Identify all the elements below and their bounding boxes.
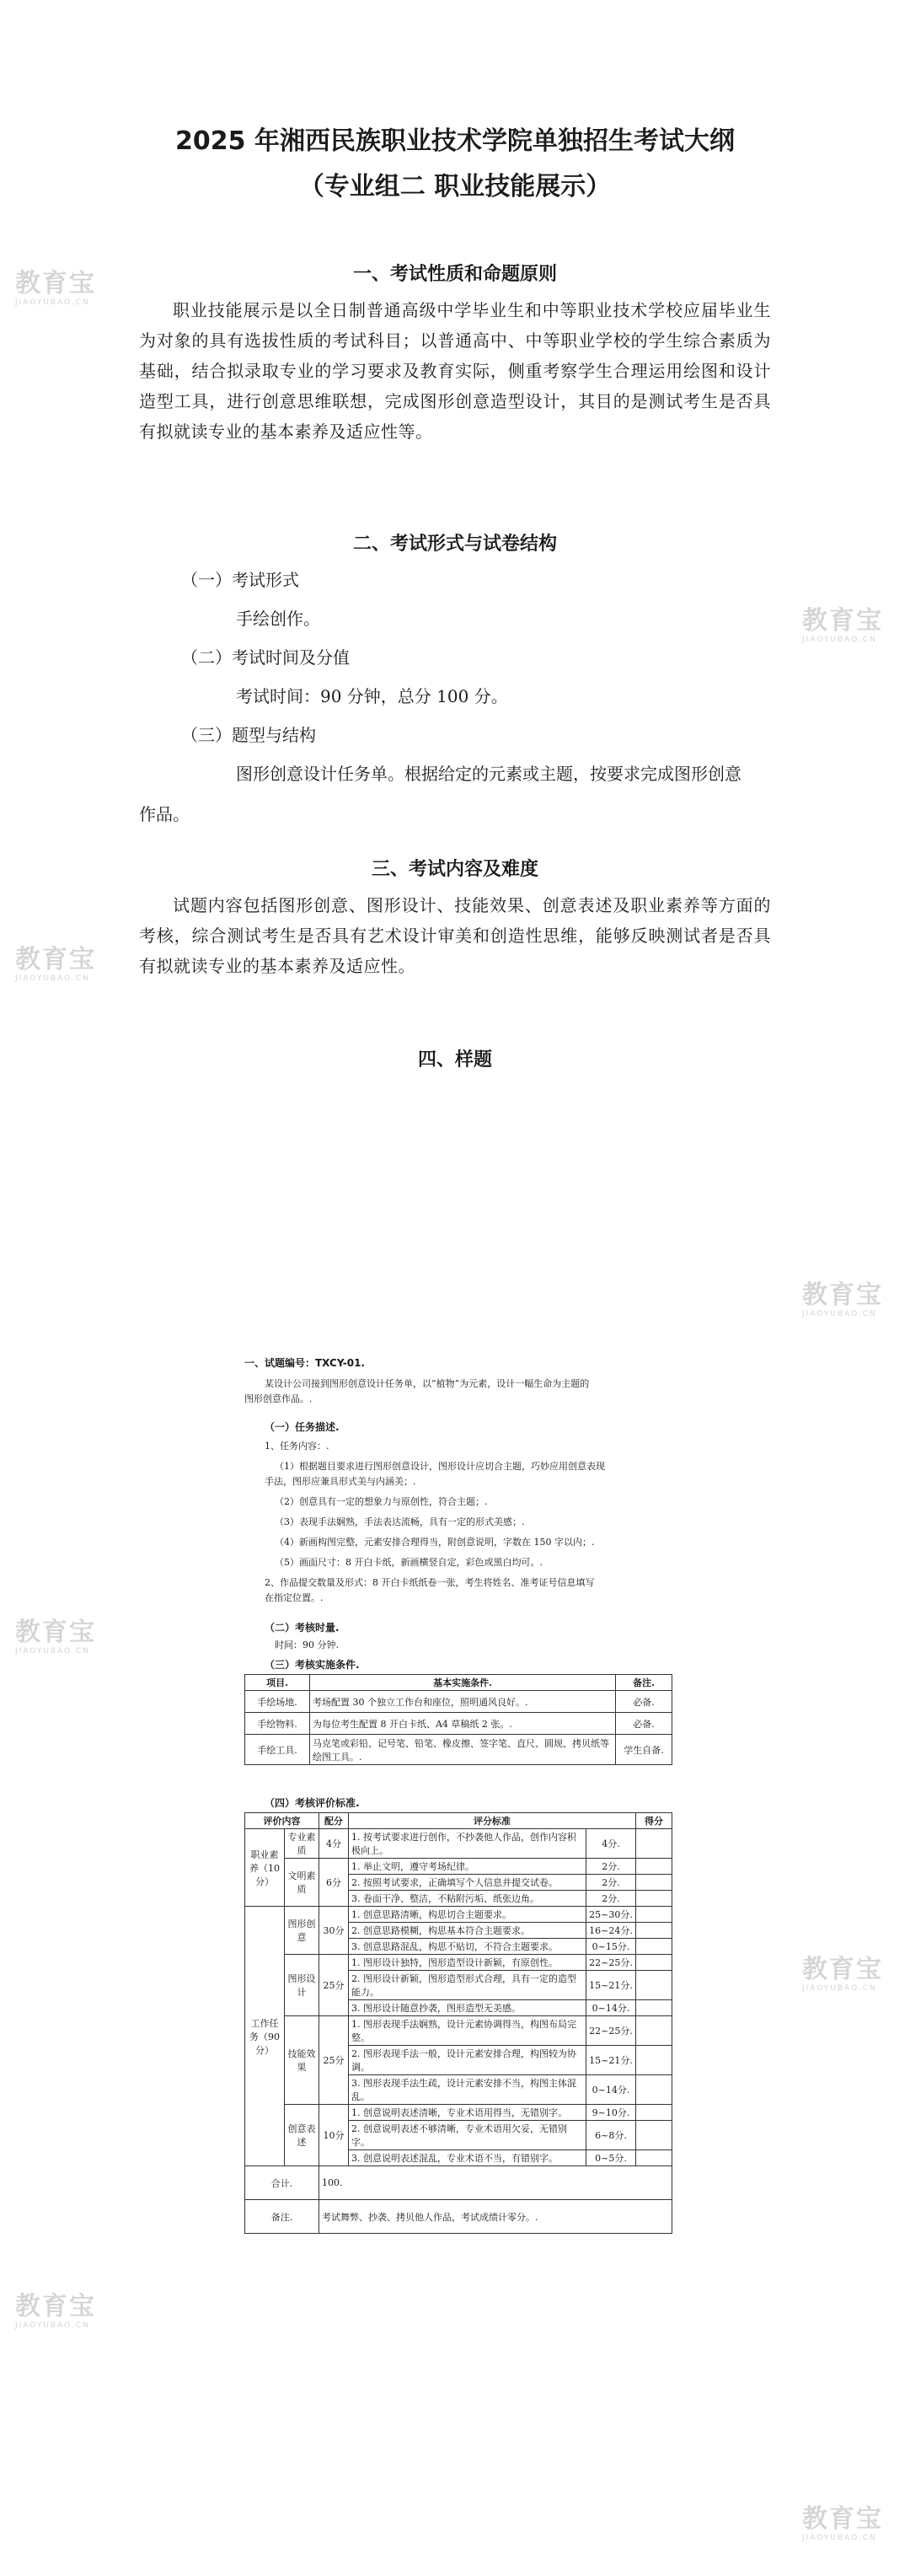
table-cell: 30分 <box>319 1907 349 1955</box>
task-item: （1）根据题目要求进行图形创意设计，图形设计应切合主题，巧妙应用创意表现 <box>275 1461 605 1472</box>
table-cell: 备注. <box>245 2200 319 2234</box>
table-cell: 6~8分. <box>586 2121 636 2150</box>
table-cell <box>636 1829 672 1859</box>
watermark-logo <box>15 1618 96 1656</box>
table-cell <box>636 2121 672 2150</box>
table-row <box>245 1829 672 1859</box>
table-cell: 2. 图形表现手法一般，设计元素安排合理，构图较为协调。 <box>349 2046 586 2075</box>
table-header-row <box>245 1813 672 1829</box>
table-cell: 1. 图形表现手法娴熟，设计元素协调得当，构图布局完整。 <box>349 2016 586 2046</box>
table-cell: 3. 创意思路混乱，构思不贴切，不符合主题要求。 <box>349 1939 586 1955</box>
table-cell: 2分. <box>586 1875 636 1891</box>
watermark-text: 教育宝 <box>15 269 96 298</box>
table-cell <box>636 2046 672 2075</box>
watermark-text: 教育宝 <box>802 1280 883 1310</box>
table-cell: 15~21分. <box>586 2046 636 2075</box>
watermark-logo <box>802 2505 883 2542</box>
table-cell: 学生自备. <box>616 1735 672 1765</box>
sample-intro-2: 图形创意作品。. <box>244 1393 313 1404</box>
table-row <box>245 1859 672 1875</box>
watermark-text: 教育宝 <box>15 2292 96 2321</box>
table-cell: 3. 图形设计随意抄袭，图形造型无美感。 <box>349 2000 586 2016</box>
time-text: 考试时间：90 分钟，总分 100 分。 <box>236 686 508 706</box>
table-cell: 0~14分. <box>586 2000 636 2016</box>
table-cell: 25分 <box>319 2016 349 2105</box>
table-header: 得分 <box>636 1813 672 1829</box>
table-cell <box>636 1907 672 1923</box>
table-cell: 4分. <box>586 1829 636 1859</box>
section-4-heading: 四、样题 <box>417 1049 492 1071</box>
table-cell: 1. 按考试要求进行创作，不抄袭他人作品，创作内容积极向上。 <box>349 1829 586 1859</box>
table-header: 配分 <box>319 1813 349 1829</box>
table-cell: 25~30分. <box>586 1907 636 1923</box>
table-row <box>245 2016 672 2046</box>
section-1-heading: 一、考试性质和命题原则 <box>352 264 557 285</box>
sample-code: 一、试题编号：TXCY-01. <box>244 1357 365 1369</box>
table-cell: 15~21分. <box>586 1971 636 2000</box>
structure-text: 图形创意设计任务单。根据给定的元素或主题，按要求完成图形创意 <box>236 764 741 784</box>
watermark-subtext: JIAOYUBAO.CN <box>802 1310 877 1318</box>
task-heading: （一）任务描述. <box>265 1421 340 1433</box>
watermark-logo <box>15 946 96 983</box>
table-cell <box>636 2075 672 2105</box>
watermark-subtext: JIAOYUBAO.CN <box>802 636 877 644</box>
table-cell: 手绘工具. <box>245 1735 310 1765</box>
watermark-text: 教育宝 <box>15 945 96 974</box>
table-cell: 2. 创意思路模糊，构思基本符合主题要求。 <box>349 1923 586 1939</box>
table-cell <box>636 1971 672 2000</box>
watermark-text: 教育宝 <box>15 1618 96 1647</box>
form-text: 手绘创作。 <box>236 609 320 629</box>
table-cell: 工作任务（90分） <box>245 1907 285 2166</box>
table-cell: 3. 图形表现手法生疏，设计元素安排不当，构图主体混乱。 <box>349 2075 586 2105</box>
structure-text-cont: 作品。 <box>139 804 190 824</box>
table-cell: 创意表述 <box>285 2105 319 2166</box>
table-cell: 合计. <box>245 2166 319 2200</box>
table-cell: 手绘场地. <box>245 1691 310 1713</box>
section-3-heading: 三、考试内容及难度 <box>371 859 538 880</box>
task-item: （2）创意具有一定的想象力与原创性，符合主题；. <box>275 1496 488 1507</box>
table-cell <box>636 1939 672 1955</box>
table-row <box>245 2200 672 2234</box>
watermark-logo <box>802 607 883 644</box>
table-cell: 2分. <box>586 1891 636 1907</box>
table-cell: 文明素质 <box>285 1859 319 1907</box>
structure-label: （三）题型与结构 <box>181 725 316 745</box>
task-sub: 1、任务内容：. <box>265 1441 329 1452</box>
conditions-table <box>244 1674 672 1765</box>
watermark-logo <box>802 1956 883 1993</box>
section-3-body: 试题内容包括图形创意、图形设计、技能效果、创意表述及职业素养等方面的考核，综合测试考生是否具有艺术设计审美和创造性思维，能够反映测试者是否具有拟就读专业的基本素养及适应性。 <box>139 895 771 976</box>
watermark-subtext: JIAOYUBAO.CN <box>15 1647 90 1656</box>
task-item: （4）新画构图完整，元素安排合理得当，附创意说明，字数在 150 字以内；. <box>275 1537 595 1548</box>
table-cell <box>636 2105 672 2121</box>
table-cell: 图形设计 <box>285 1955 319 2016</box>
conditions-heading: （三）考核实施条件. <box>265 1659 360 1671</box>
table-cell: 1. 创意说明表述清晰，专业术语用得当，无错别字。 <box>349 2105 586 2121</box>
table-cell: 2. 按照考试要求，正确填写个人信息并提交试卷。 <box>349 1875 586 1891</box>
watermark-logo <box>15 2293 96 2330</box>
table-cell: 考试舞弊、抄袭、拷贝他人作品，考试成绩计零分。. <box>319 2200 672 2234</box>
table-cell: 10分 <box>319 2105 349 2166</box>
watermark-text: 教育宝 <box>802 606 883 636</box>
table-cell <box>636 1955 672 1971</box>
table-cell: 2分. <box>586 1859 636 1875</box>
table-cell: 2. 创意说明表述不够清晰，专业术语用欠妥，无错别字。 <box>349 2121 586 2150</box>
table-cell: 1. 举止文明，遵守考场纪律。 <box>349 1859 586 1875</box>
table-cell: 必备. <box>616 1713 672 1735</box>
table-row <box>245 1735 672 1765</box>
watermark-logo <box>15 270 96 307</box>
table-cell: 必备. <box>616 1691 672 1713</box>
time-heading: （二）考核时量. <box>265 1622 340 1634</box>
table-row <box>245 1907 672 1923</box>
table-row <box>245 2166 672 2200</box>
table-cell: 0~15分. <box>586 1939 636 1955</box>
watermark-text: 教育宝 <box>802 2504 883 2534</box>
sample-intro-1: 某设计公司接到图形创意设计任务单，以“植物”为元素，设计一幅生命为主题的 <box>265 1378 590 1389</box>
table-cell <box>636 2000 672 2016</box>
table-cell: 0~14分. <box>586 2075 636 2105</box>
table-cell <box>636 1859 672 1875</box>
table-cell: 6分 <box>319 1859 349 1907</box>
time-text: 时间：90 分钟. <box>275 1640 339 1650</box>
task-item: （5）画面尺寸：8 开白卡纸，新画横竖自定，彩色或黑白均可。. <box>275 1557 543 1568</box>
table-cell: 图形创意 <box>285 1907 319 1955</box>
task-item: 2、作品提交数量及形式：8 开白卡纸纸卷一张，考生将姓名、准考证号信息填写 <box>265 1577 595 1588</box>
watermark-logo <box>802 1281 883 1318</box>
table-cell <box>636 2016 672 2046</box>
table-row <box>245 1713 672 1735</box>
watermark-subtext: JIAOYUBAO.CN <box>802 2534 877 2542</box>
table-cell <box>636 1891 672 1907</box>
section-2-heading: 二、考试形式与试卷结构 <box>352 534 557 555</box>
table-cell: 1. 图形设计独特，图形造型设计新颖，有原创性。 <box>349 1955 586 1971</box>
section-1-body: 职业技能展示是以全日制普通高级中学毕业生和中等职业技术学校应届毕业生为对象的具有选拔性质的考试科目；以普通高中、中等职业学校的学生综合素质为基础，结合拟录取专业的学习要求及教育实际，侧重考察学生合理运用绘图和设计造型工具，进行创意思维联想，完成图形创意造型设计，其目的是测试考生是否具有拟就读专业的基本素养及适应性等。 <box>139 300 771 442</box>
table-cell: 职业素养（10分） <box>245 1829 285 1907</box>
table-cell: 0~5分. <box>586 2150 636 2166</box>
table-cell: 专业素质 <box>285 1829 319 1859</box>
table-cell: 3. 卷面干净、整洁，不粘附污垢、纸张边角。 <box>349 1891 586 1907</box>
document-title: 2025 年湘西民族职业技术学院单独招生考试大纲 <box>175 126 735 156</box>
table-cell: 4分 <box>319 1829 349 1859</box>
sample-paper <box>244 1349 682 2478</box>
watermark-subtext: JIAOYUBAO.CN <box>15 974 90 983</box>
task-item: （3）表现手法娴熟，手法表达流畅，具有一定的形式美感；. <box>275 1516 525 1527</box>
table-cell: 马克笔或彩铅、记号笔、铅笔、橡皮擦、签字笔、直尺、圆规、拷贝纸等绘图工具。. <box>310 1735 616 1765</box>
table-cell: 为每位考生配置 8 开白卡纸、A4 草稿纸 2 张。. <box>310 1713 616 1735</box>
table-cell: 技能效果 <box>285 2016 319 2105</box>
form-label: （一）考试形式 <box>181 570 299 590</box>
table-cell <box>636 1875 672 1891</box>
task-item: 手法，图形应兼具形式美与内涵美；. <box>265 1476 416 1487</box>
time-label: （二）考试时间及分值 <box>181 647 350 668</box>
watermark-subtext: JIAOYUBAO.CN <box>15 2321 90 2330</box>
task-item: 在指定位置。. <box>265 1592 324 1603</box>
table-cell: 16~24分. <box>586 1923 636 1939</box>
table-cell: 22~25分. <box>586 2016 636 2046</box>
table-cell: 考场配置 30 个独立工作台和座位，照明通风良好。. <box>310 1691 616 1713</box>
table-header: 评分标准 <box>349 1813 636 1829</box>
table-header: 评价内容 <box>245 1813 319 1829</box>
table-cell <box>636 2150 672 2166</box>
table-cell: 手绘物料. <box>245 1713 310 1735</box>
evaluation-table <box>244 1812 672 2234</box>
watermark-subtext: JIAOYUBAO.CN <box>802 1984 877 1993</box>
table-cell: 2. 图形设计新颖，图形造型形式合理，具有一定的造型能力。 <box>349 1971 586 2000</box>
table-header: 基本实施条件. <box>310 1675 616 1691</box>
table-cell: 22~25分. <box>586 1955 636 1971</box>
table-cell: 100. <box>319 2166 672 2200</box>
table-row <box>245 1955 672 1971</box>
document-subtitle: （专业组二 职业技能展示） <box>298 172 612 201</box>
evaluation-heading: （四）考核评价标准. <box>265 1797 360 1809</box>
table-cell <box>636 1923 672 1939</box>
table-cell: 25分 <box>319 1955 349 2016</box>
table-header: 项目. <box>245 1675 310 1691</box>
table-row <box>245 1691 672 1713</box>
table-row <box>245 2105 672 2121</box>
table-header-row <box>245 1675 672 1691</box>
table-cell: 9~10分. <box>586 2105 636 2121</box>
watermark-subtext: JIAOYUBAO.CN <box>15 298 90 307</box>
table-cell: 1. 创意思路清晰，构思切合主题要求。 <box>349 1907 586 1923</box>
table-cell: 3. 创意说明表述混乱，专业术语不当，有错别字。 <box>349 2150 586 2166</box>
table-header: 备注. <box>616 1675 672 1691</box>
watermark-text: 教育宝 <box>802 1955 883 1984</box>
